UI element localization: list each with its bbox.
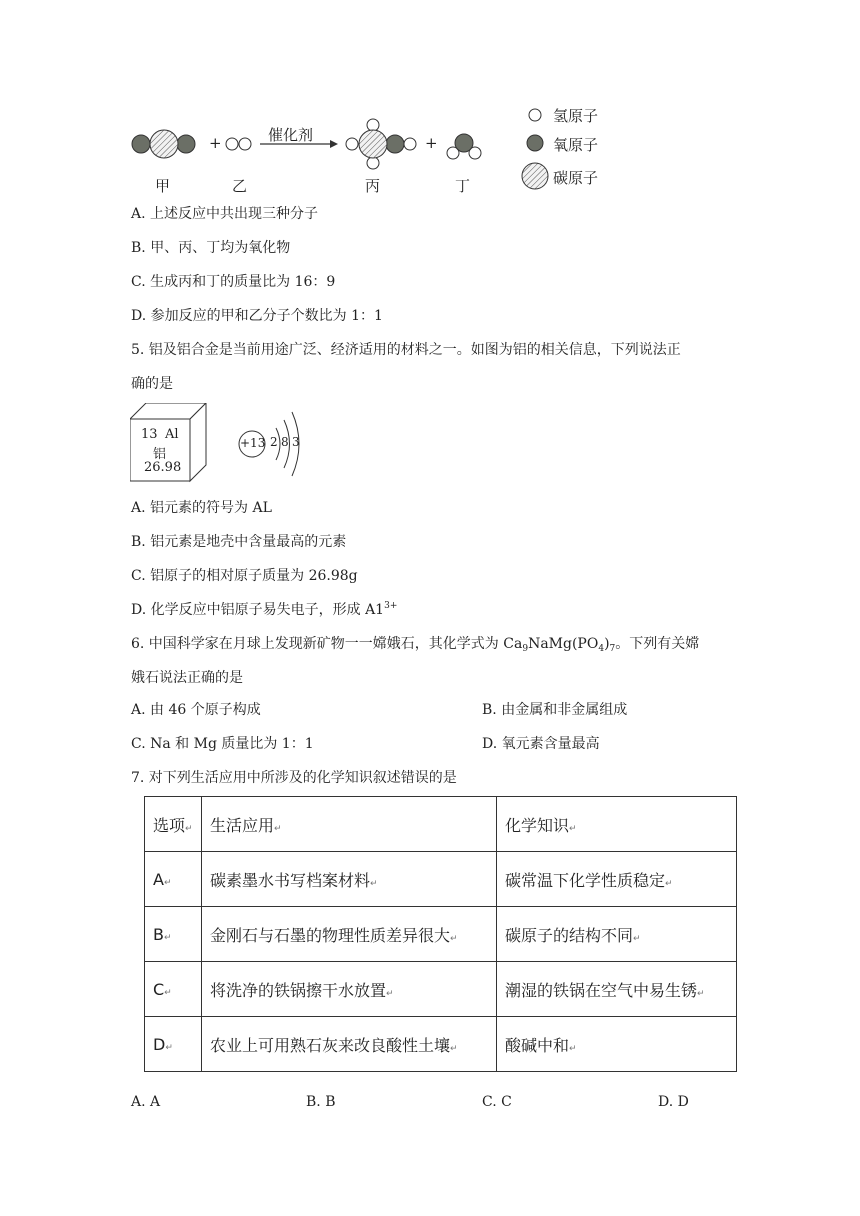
legend-oxygen: 氧原子 (553, 136, 599, 154)
q7-option-c: C. C (482, 1094, 512, 1110)
subscript: 4 (598, 644, 605, 654)
q6-option-a: A. 由 46 个原子构成 (131, 702, 261, 718)
table-header-cell: 选项↵ (145, 797, 202, 852)
shell-1: 2 (270, 435, 278, 449)
q6-stem (131, 633, 699, 654)
table-header-cell: 化学知识↵ (497, 797, 737, 852)
q5-option-a: A. 铝元素的符号为 AL (131, 500, 272, 516)
molecule-yi (226, 138, 251, 150)
table-cell: 酸碱中和↵ (497, 1017, 737, 1072)
chemistry-table (144, 796, 737, 1072)
legend-hydrogen: 氢原子 (553, 107, 599, 125)
q6-stem-text: 。下列有关嫦 (615, 636, 700, 652)
table-row (145, 907, 737, 962)
shell-2: 8 (281, 435, 289, 449)
table-row (145, 852, 737, 907)
label-bing: 丙 (365, 177, 381, 195)
q4-option-c: C. 生成丙和丁的质量比为 16：9 (131, 274, 336, 290)
subscript: 7 (609, 644, 616, 654)
plus-sign: + (209, 134, 222, 152)
table-row (145, 962, 737, 1017)
q4-option-d: D. 参加反应的甲和乙分子个数比为 1：1 (131, 308, 383, 324)
q6-stem-text: NaMg(PO (528, 636, 599, 652)
molecule-jia (132, 130, 195, 158)
table-cell: 碳原子的结构不同↵ (497, 907, 737, 962)
q6-stem-cont: 娥石说法正确的是 (131, 670, 243, 686)
legend-carbon: 碳原子 (553, 169, 599, 187)
table-cell: C↵ (145, 962, 202, 1017)
shell-3: 3 (292, 435, 300, 449)
q7-stem: 7. 对下列生活应用中所涉及的化学知识叙述错误的是 (131, 770, 457, 786)
table-header-cell: 生活应用↵ (202, 797, 497, 852)
table-cell: 潮湿的铁锅在空气中易生锈↵ (497, 962, 737, 1017)
hydrogen-atom-icon (529, 109, 541, 121)
nucleus-charge: +13 (240, 436, 266, 450)
element-mass: 26.98 (144, 460, 182, 475)
table-cell: 碳常温下化学性质稳定↵ (497, 852, 737, 907)
q7-option-d: D. D (658, 1094, 689, 1110)
label-ding: 丁 (455, 177, 471, 195)
table-cell: 金刚石与石墨的物理性质差异很大↵ (202, 907, 497, 962)
molecule-bing (346, 119, 416, 169)
carbon-atom-icon (522, 163, 548, 189)
q5-stem-cont: 确的是 (131, 376, 173, 392)
q5-option-d (131, 599, 397, 619)
table-cell: 碳素墨水书写档案材料↵ (202, 852, 497, 907)
molecule-ding (447, 134, 481, 159)
q4-option-a: A. 上述反应中共出现三种分子 (131, 206, 319, 222)
q7-option-a: A. A (131, 1094, 161, 1110)
element-name: 铝 (153, 447, 167, 462)
table-header-row (145, 797, 737, 852)
table-row (145, 1017, 737, 1072)
q7-option-b: B. B (306, 1094, 336, 1110)
q6-stem-text: 6. 中国科学家在月球上发现新矿物一一嫦娥石，其化学式为 Ca (131, 636, 523, 652)
charge-superscript: 3+ (384, 601, 398, 611)
table-cell: 农业上可用熟石灰来改良酸性土壤↵ (202, 1017, 497, 1072)
oxygen-atom-icon (527, 135, 543, 151)
q6-stem-text: ) (604, 636, 610, 652)
q6-option-c: C. Na 和 Mg 质量比为 1：1 (131, 736, 314, 752)
element-symbol: Al (165, 427, 179, 442)
q6-option-b: B. 由金属和非金属组成 (482, 702, 628, 718)
label-yi: 乙 (232, 177, 248, 195)
q5-stem: 5. 铝及铝合金是当前用途广泛、经济适用的材料之一。如图为铝的相关信息，下列说法正 (131, 342, 681, 358)
q5-option-c: C. 铝原子的相对原子质量为 26.98g (131, 568, 358, 584)
table-cell: A↵ (145, 852, 202, 907)
plus-sign: + (425, 134, 438, 152)
subscript: 9 (522, 644, 529, 654)
table-cell: D↵ (145, 1017, 202, 1072)
q5-option-d-text: D. 化学反应中铝原子易失电子，形成 A1 (131, 602, 385, 618)
q6-option-d: D. 氧元素含量最高 (482, 736, 600, 752)
label-jia: 甲 (155, 177, 171, 195)
q5-option-b: B. 铝元素是地壳中含量最高的元素 (131, 534, 347, 550)
element-number: 13 (141, 427, 158, 442)
catalyst-label: 催化剂 (268, 126, 314, 144)
q4-option-b: B. 甲、丙、丁均为氧化物 (131, 240, 291, 256)
table-cell: 将洗净的铁锅擦干水放置↵ (202, 962, 497, 1017)
table-cell: B↵ (145, 907, 202, 962)
